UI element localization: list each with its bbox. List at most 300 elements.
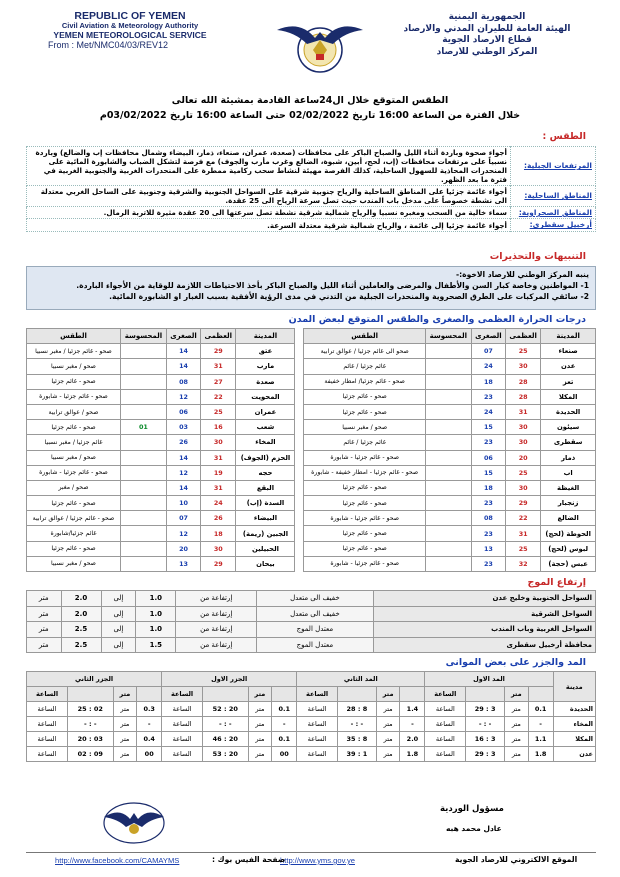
max-temp: 31	[506, 526, 541, 541]
meter-label: متر	[113, 747, 137, 762]
hour-label: الساعة	[162, 702, 203, 717]
col-meter-value	[272, 687, 297, 702]
feels-temp	[120, 480, 166, 495]
tide-time: - : -	[67, 717, 113, 732]
col-max: العظمى	[201, 329, 236, 344]
max-temp: 30	[506, 435, 541, 450]
city-name: المخاء	[236, 435, 295, 450]
col-port: مدينة	[553, 672, 595, 702]
wave-unit: متر	[27, 622, 62, 638]
alerts-section-title: التنبيهات والتحذيرات	[489, 251, 586, 262]
column-gap	[295, 496, 304, 511]
weather-condition: غائم جزئيا / غائم	[304, 435, 425, 450]
feels-temp	[425, 344, 471, 359]
col-ebb2: الجزر الثاني	[27, 672, 162, 687]
tide-time: 20 : 46	[203, 732, 249, 747]
hour-label: الساعة	[425, 717, 466, 732]
weather-condition: صحو - غائم جزئيا / عوالق ترابية	[27, 511, 121, 526]
city-name: زنجبار	[541, 496, 596, 511]
weather-condition: صحو - غائم جزئيا - شابورة	[304, 556, 425, 571]
min-temp: 07	[166, 511, 200, 526]
column-gap	[295, 465, 304, 480]
max-temp: 30	[201, 541, 236, 556]
authority-seal	[98, 795, 170, 847]
city-name: عبس (حجة)	[541, 556, 596, 571]
min-temp: 08	[166, 374, 200, 389]
column-gap	[295, 359, 304, 374]
wave-region: السواحل الشرقية	[373, 606, 595, 622]
tide-height: 00	[272, 747, 297, 762]
alerts-box	[26, 266, 596, 310]
weather-condition: صحو - غائم جزئيا	[304, 480, 425, 495]
tide-height: 0.4	[137, 732, 162, 747]
hour-label: الساعة	[27, 747, 68, 762]
weather-condition: صحو - غائم جزئيا	[27, 374, 121, 389]
column-gap	[295, 420, 304, 435]
alert-item: 2- سائقي المركبات على الطرق الصحروية والمنحدرات الجبلية من التدني في مدى الرؤية الأفقية بسبب الغبار او الشابورة المائية.	[109, 292, 589, 301]
hour-label: الساعة	[162, 747, 203, 762]
hour-label: الساعة	[297, 747, 338, 762]
feels-temp	[120, 496, 166, 511]
tide-time: 20 : 53	[203, 747, 249, 762]
col-meter-value	[400, 687, 425, 702]
col-ebb1: الجزر الاول	[162, 672, 297, 687]
feels-temp: 01	[120, 420, 166, 435]
min-temp: 15	[471, 420, 505, 435]
tide-time: - : -	[466, 717, 505, 732]
tide-time: 20 : 52	[203, 702, 249, 717]
min-temp: 08	[471, 511, 505, 526]
weather-condition: صحو - غائم جزئيا / مغبر نسبيا	[27, 344, 121, 359]
tide-height: 0.1	[528, 702, 553, 717]
city-name: صعدة	[236, 374, 295, 389]
hour-label: الساعة	[425, 732, 466, 747]
facebook-label: صفحة الفيس بوك :	[212, 855, 286, 864]
tide-height: -	[272, 717, 297, 732]
col-time-value	[466, 687, 505, 702]
city-name: البيضاء	[236, 511, 295, 526]
max-temp: 27	[201, 374, 236, 389]
weather-section-title: الطقس :	[542, 131, 586, 142]
table-row	[27, 465, 596, 480]
city-name: الحزم (الجوف)	[236, 450, 295, 465]
weather-condition: صحو - غائم جزئيا	[27, 496, 121, 511]
weather-region: المرتفعات الجبلية:	[511, 147, 596, 186]
city-name: تعز	[541, 374, 596, 389]
wave-to-value: 2.5	[61, 622, 101, 638]
city-name: البقع	[236, 480, 295, 495]
tide-height: -	[137, 717, 162, 732]
city-name: مارب	[236, 359, 295, 374]
max-temp: 31	[201, 359, 236, 374]
port-name: الحديدة	[553, 702, 595, 717]
min-temp: 12	[166, 465, 200, 480]
table-row	[27, 450, 596, 465]
col-city: المدينة	[236, 329, 295, 344]
weather-condition: صحو - غائم جزئيا - شابورة	[304, 511, 425, 526]
wave-from-value: 1.0	[136, 622, 176, 638]
min-temp: 26	[166, 435, 200, 450]
feels-temp	[120, 389, 166, 404]
min-temp: 20	[166, 541, 200, 556]
wave-description: خفيف الى متعدل	[257, 591, 374, 607]
table-row	[27, 496, 596, 511]
column-gap	[295, 329, 304, 344]
alerts-intro: ينبه المركز الوطني للارصاد الاخوة:-	[455, 270, 589, 279]
feels-temp	[425, 511, 471, 526]
column-gap	[295, 556, 304, 571]
tide-time: 3 : 29	[466, 702, 505, 717]
meter-label: متر	[505, 732, 529, 747]
tide-time: 3 : 29	[466, 747, 505, 762]
feels-temp	[425, 450, 471, 465]
feels-temp	[425, 496, 471, 511]
weather-condition: صحو / مغبر نسبيا	[27, 450, 121, 465]
waves-section-title: إرتفاع الموج	[527, 577, 586, 588]
tide-time: 02 : 25	[67, 702, 113, 717]
col-meter: متر	[376, 687, 400, 702]
authority-name-ar: الهيئة العامة للطيران المدني والارصاد	[403, 23, 571, 34]
wave-description: خفيف الى متعدل	[257, 606, 374, 622]
feels-temp	[120, 359, 166, 374]
center-name-ar: المركز الوطني للارصاد	[436, 47, 538, 58]
tide-height: 2.0	[400, 732, 425, 747]
city-name: السدة (إب)	[236, 496, 295, 511]
facebook-link[interactable]: http://www.facebook.com/CAMAYMS	[55, 856, 180, 865]
min-temp: 14	[166, 344, 200, 359]
tides-section-title: المد والجزر على بعض الموانى	[445, 657, 586, 668]
city-name: صنعاء	[541, 344, 596, 359]
table-row	[27, 511, 596, 526]
wave-unit: متر	[27, 591, 62, 607]
min-temp: 23	[471, 556, 505, 571]
tide-height: 0.3	[137, 702, 162, 717]
wave-to-label: إلى	[101, 637, 136, 653]
column-gap	[295, 526, 304, 541]
city-name: عتق	[236, 344, 295, 359]
city-name: الضالع	[541, 511, 596, 526]
table-row	[27, 359, 596, 374]
wave-from-value: 1.0	[136, 591, 176, 607]
feels-temp	[425, 359, 471, 374]
website-link[interactable]: http://www.yms.gov.ye	[280, 856, 355, 865]
wave-unit: متر	[27, 637, 62, 653]
waves-table	[26, 590, 596, 653]
col-tide2: المد الثاني	[297, 672, 425, 687]
max-temp: 20	[506, 450, 541, 465]
hour-label: الساعة	[425, 702, 466, 717]
table-row	[27, 389, 596, 404]
weather-condition: غائم جزئيا / غائم	[304, 359, 425, 374]
port-name: عدن	[553, 747, 595, 762]
service-name-en: YEMEN METEOROLOGICAL SERVICE	[53, 29, 207, 40]
tide-height: 00	[137, 747, 162, 762]
min-temp: 18	[471, 480, 505, 495]
feels-temp	[120, 465, 166, 480]
feels-temp	[425, 465, 471, 480]
wave-to-label: إلى	[101, 622, 136, 638]
feels-temp	[425, 420, 471, 435]
min-temp: 24	[471, 359, 505, 374]
wave-row	[27, 591, 596, 607]
feels-temp	[425, 556, 471, 571]
city-name: سقطرى	[541, 435, 596, 450]
max-temp: 22	[506, 511, 541, 526]
col-time-value	[67, 687, 113, 702]
col-time-value	[338, 687, 377, 702]
tide-time: - : -	[203, 717, 249, 732]
col-hour: الساعة	[162, 687, 203, 702]
min-temp: 14	[166, 359, 200, 374]
feels-temp	[120, 450, 166, 465]
max-temp: 22	[201, 389, 236, 404]
meter-label: متر	[248, 732, 272, 747]
arabic-header	[392, 12, 582, 59]
weather-condition: غائم جزئيا / مغبر نسبيا	[27, 435, 121, 450]
col-meter-value	[528, 687, 553, 702]
wave-from-label: إرتفاعة من	[176, 637, 257, 653]
max-temp: 30	[506, 480, 541, 495]
weather-row	[27, 186, 596, 207]
wave-to-value: 2.0	[61, 606, 101, 622]
feels-temp	[120, 556, 166, 571]
weather-condition: صحو - غائم جزئيا	[304, 389, 425, 404]
meter-label: متر	[376, 747, 400, 762]
column-gap	[295, 541, 304, 556]
country-name-ar: الجمهورية اليمنية	[448, 12, 526, 22]
weather-text: سماء خالية من السحب ومغبره نسبيا والرياح شمالية شرقية نشطة تصل سرعتها الى 20 عقدة مثيرة للاتربة الرمال.	[27, 207, 511, 219]
weather-condition: صحو / عوالق ترابية	[27, 404, 121, 419]
col-max: العظمى	[506, 329, 541, 344]
feels-temp	[425, 389, 471, 404]
min-temp: 13	[166, 556, 200, 571]
hour-label: الساعة	[425, 747, 466, 762]
city-name: سيئون	[541, 420, 596, 435]
feels-temp	[120, 374, 166, 389]
hour-label: الساعة	[297, 717, 338, 732]
city-name: شعب	[236, 420, 295, 435]
feels-temp	[425, 541, 471, 556]
weather-condition: صحو / مغبر	[27, 480, 121, 495]
city-name: لبوس (لحج)	[541, 541, 596, 556]
meter-label: متر	[376, 717, 400, 732]
table-row	[27, 480, 596, 495]
temperature-table	[26, 328, 596, 572]
min-temp: 12	[166, 526, 200, 541]
meter-label: متر	[376, 732, 400, 747]
wave-to-label: إلى	[101, 591, 136, 607]
meter-label: متر	[505, 702, 529, 717]
city-name: عمران	[236, 404, 295, 419]
meter-label: متر	[113, 732, 137, 747]
form-number: From : Met/NMC04/03/REV12	[48, 40, 169, 51]
feels-temp	[120, 526, 166, 541]
max-temp: 29	[506, 496, 541, 511]
feels-temp	[120, 404, 166, 419]
tide-row	[27, 717, 596, 732]
max-temp: 31	[201, 450, 236, 465]
min-temp: 18	[471, 374, 505, 389]
tide-time: 8 : 28	[338, 702, 377, 717]
weather-row	[27, 147, 596, 186]
alert-item: 1- المواطنين وخاصة كبار السن والأطفال والمرضى والعاملين أثناء الليل والصباح الباكر بأخذ الاحتياطات اللازمة للوقاية من الأجواء الباردة.	[76, 281, 589, 290]
tide-time: 3 : 16	[466, 732, 505, 747]
col-feels: المحسوسة	[120, 329, 166, 344]
weather-condition: صحو - غائم جزئيا - شابورة	[304, 450, 425, 465]
signature-title: مسؤول الوردية	[440, 804, 504, 814]
tide-height: -	[528, 717, 553, 732]
table-row	[27, 435, 596, 450]
column-gap	[295, 480, 304, 495]
city-name: ذمار	[541, 450, 596, 465]
column-gap	[295, 389, 304, 404]
min-temp: 06	[166, 404, 200, 419]
hour-label: الساعة	[27, 732, 68, 747]
max-temp: 28	[506, 374, 541, 389]
wave-from-label: إرتفاعة من	[176, 622, 257, 638]
wave-row	[27, 606, 596, 622]
tide-row	[27, 747, 596, 762]
weather-table	[26, 146, 596, 232]
weather-condition: صحو الى غائم جزئيا / عوالق ترابية	[304, 344, 425, 359]
hour-label: الساعة	[162, 732, 203, 747]
min-temp: 12	[166, 389, 200, 404]
hour-label: الساعة	[297, 732, 338, 747]
min-temp: 14	[166, 450, 200, 465]
country-name-en: REPUBLIC OF YEMEN	[74, 10, 186, 22]
col-weather: الطقس	[27, 329, 121, 344]
hour-label: الساعة	[162, 717, 203, 732]
port-name: المكلا	[553, 732, 595, 747]
port-name: المخاء	[553, 717, 595, 732]
table-row	[27, 556, 596, 571]
weather-condition: صحو - غائم جزئيا	[304, 496, 425, 511]
feels-temp	[120, 435, 166, 450]
tide-height: 1.8	[400, 747, 425, 762]
col-hour: الساعة	[425, 687, 466, 702]
weather-text: أجواء غائمة جزئيا إلى غائمة ، والرياح شمالية شرقية معتدلة السرعة.	[27, 219, 511, 231]
col-hour: الساعة	[27, 687, 68, 702]
max-temp: 28	[506, 389, 541, 404]
hour-label: الساعة	[27, 702, 68, 717]
col-feels: المحسوسة	[425, 329, 471, 344]
table-row	[27, 344, 596, 359]
col-hour: الساعة	[297, 687, 338, 702]
meter-label: متر	[248, 747, 272, 762]
city-name: الغيظة	[541, 480, 596, 495]
city-name: بيحان	[236, 556, 295, 571]
tide-row	[27, 702, 596, 717]
wave-row	[27, 622, 596, 638]
wave-from-label: إرتفاعة من	[176, 606, 257, 622]
feels-temp	[120, 541, 166, 556]
col-city: المدينة	[541, 329, 596, 344]
column-gap	[295, 450, 304, 465]
max-temp: 26	[201, 511, 236, 526]
column-gap	[295, 511, 304, 526]
city-name: الحبيلين	[236, 541, 295, 556]
col-min: الصغرى	[166, 329, 200, 344]
weather-text: أجواء صحوة وباردة أثناء الليل والصباح الباكر على محافظات (صعدة، عمران، صنعاء، ذمار، البيضاء وشمال محافظات إب والضالع) وباردة نسبياً على مرتفعات محافظات (إب، لحج، أبين، شبوة، الضالع وغرب مأرب والجوف) مع فرصة لتشكل الضباب والشابورة المائية على المنحدرات المحاذية للسهول الساحلية، كذلك الفرصة مهيئة لنشاط سحب ركامية ممطرة على المنحدرات الغربية والجنوبية الغربية في فترة ما بعد الظهر.	[27, 147, 511, 186]
min-temp: 07	[471, 344, 505, 359]
min-temp: 14	[166, 480, 200, 495]
forecast-period: خلال الفترة من الساعة 16:00 تاريخ 02/02/2022 حتى الساعة 16:00 تاريخ 03/02/2022م	[99, 110, 521, 121]
weather-condition: صحو - غائم جزئيا - شابورة	[27, 465, 121, 480]
weather-condition: صحو - غائم جزئيا - شابورة	[27, 389, 121, 404]
weather-condition: صحو / مغبر نسبيا	[304, 420, 425, 435]
max-temp: 24	[201, 496, 236, 511]
tide-time: 1 : 39	[338, 747, 377, 762]
col-min: الصغرى	[471, 329, 505, 344]
min-temp: 10	[166, 496, 200, 511]
tide-height: 0.1	[272, 702, 297, 717]
max-temp: 29	[201, 344, 236, 359]
min-temp: 24	[471, 404, 505, 419]
tide-row	[27, 732, 596, 747]
authority-name-en: Civil Aviation & Meteorology Authority	[61, 21, 199, 31]
min-temp: 23	[471, 526, 505, 541]
max-temp: 30	[506, 359, 541, 374]
meter-label: متر	[113, 702, 137, 717]
max-temp: 19	[201, 465, 236, 480]
weather-region: أرخبيل سقطرى:	[511, 219, 596, 231]
weather-condition: صحو / مغبر نسبيا	[27, 359, 121, 374]
column-gap	[295, 374, 304, 389]
weather-row	[27, 207, 596, 219]
column-gap	[295, 344, 304, 359]
tide-time: 8 : 35	[338, 732, 377, 747]
min-temp: 13	[471, 541, 505, 556]
col-time-value	[203, 687, 249, 702]
weather-condition: صحو - غائم جزئيا	[27, 420, 121, 435]
table-row	[27, 526, 596, 541]
city-name: حجه	[236, 465, 295, 480]
feels-temp	[425, 404, 471, 419]
max-temp: 25	[201, 404, 236, 419]
weather-row	[27, 219, 596, 231]
temps-section-title: درجات الحرارة العظمى والصغرى والطقس المتوقع لبعض المدن	[288, 314, 586, 325]
col-weather: الطقس	[304, 329, 425, 344]
weather-text: أجواء غائمة جزئيا على المناطق الساحلية والرياح جنوبية شرقية على السواحل الجنوبية والشرقية وجنوبية على الساحل الغربي معتدلة الى نشطة خصوصاً على مدخل باب المندب حيث تصل سرعة الرياح الى 25 عقدة.	[27, 186, 511, 207]
max-temp: 25	[506, 541, 541, 556]
city-name: الحديدة	[541, 404, 596, 419]
feels-temp	[425, 480, 471, 495]
max-temp: 29	[201, 556, 236, 571]
column-gap	[295, 404, 304, 419]
max-temp: 30	[201, 435, 236, 450]
meter-label: متر	[113, 717, 137, 732]
hour-label: الساعة	[297, 702, 338, 717]
english-header	[40, 10, 220, 51]
feels-temp	[425, 374, 471, 389]
min-temp: 06	[471, 450, 505, 465]
wave-region: السواحل الجنوبية وخليج عدن	[373, 591, 595, 607]
weather-condition: صحو - غائم جزئيا	[304, 526, 425, 541]
min-temp: 23	[471, 496, 505, 511]
tide-height: 1.1	[528, 732, 553, 747]
city-name: الجبين (ريمة)	[236, 526, 295, 541]
col-meter-value	[137, 687, 162, 702]
authority-logo	[275, 10, 365, 76]
meter-label: متر	[505, 717, 529, 732]
weather-condition: صحو - غائم جزئيا	[304, 541, 425, 556]
tide-time: 09 : 02	[67, 747, 113, 762]
max-temp: 32	[506, 556, 541, 571]
weather-condition: غائم جزئيا/شابورة	[27, 526, 121, 541]
city-name: المكلا	[541, 389, 596, 404]
wave-unit: متر	[27, 606, 62, 622]
forecast-title: الطقس المتوقع خلال ال24ساعة القادمة بمشيئة الله تعالى	[171, 95, 449, 106]
